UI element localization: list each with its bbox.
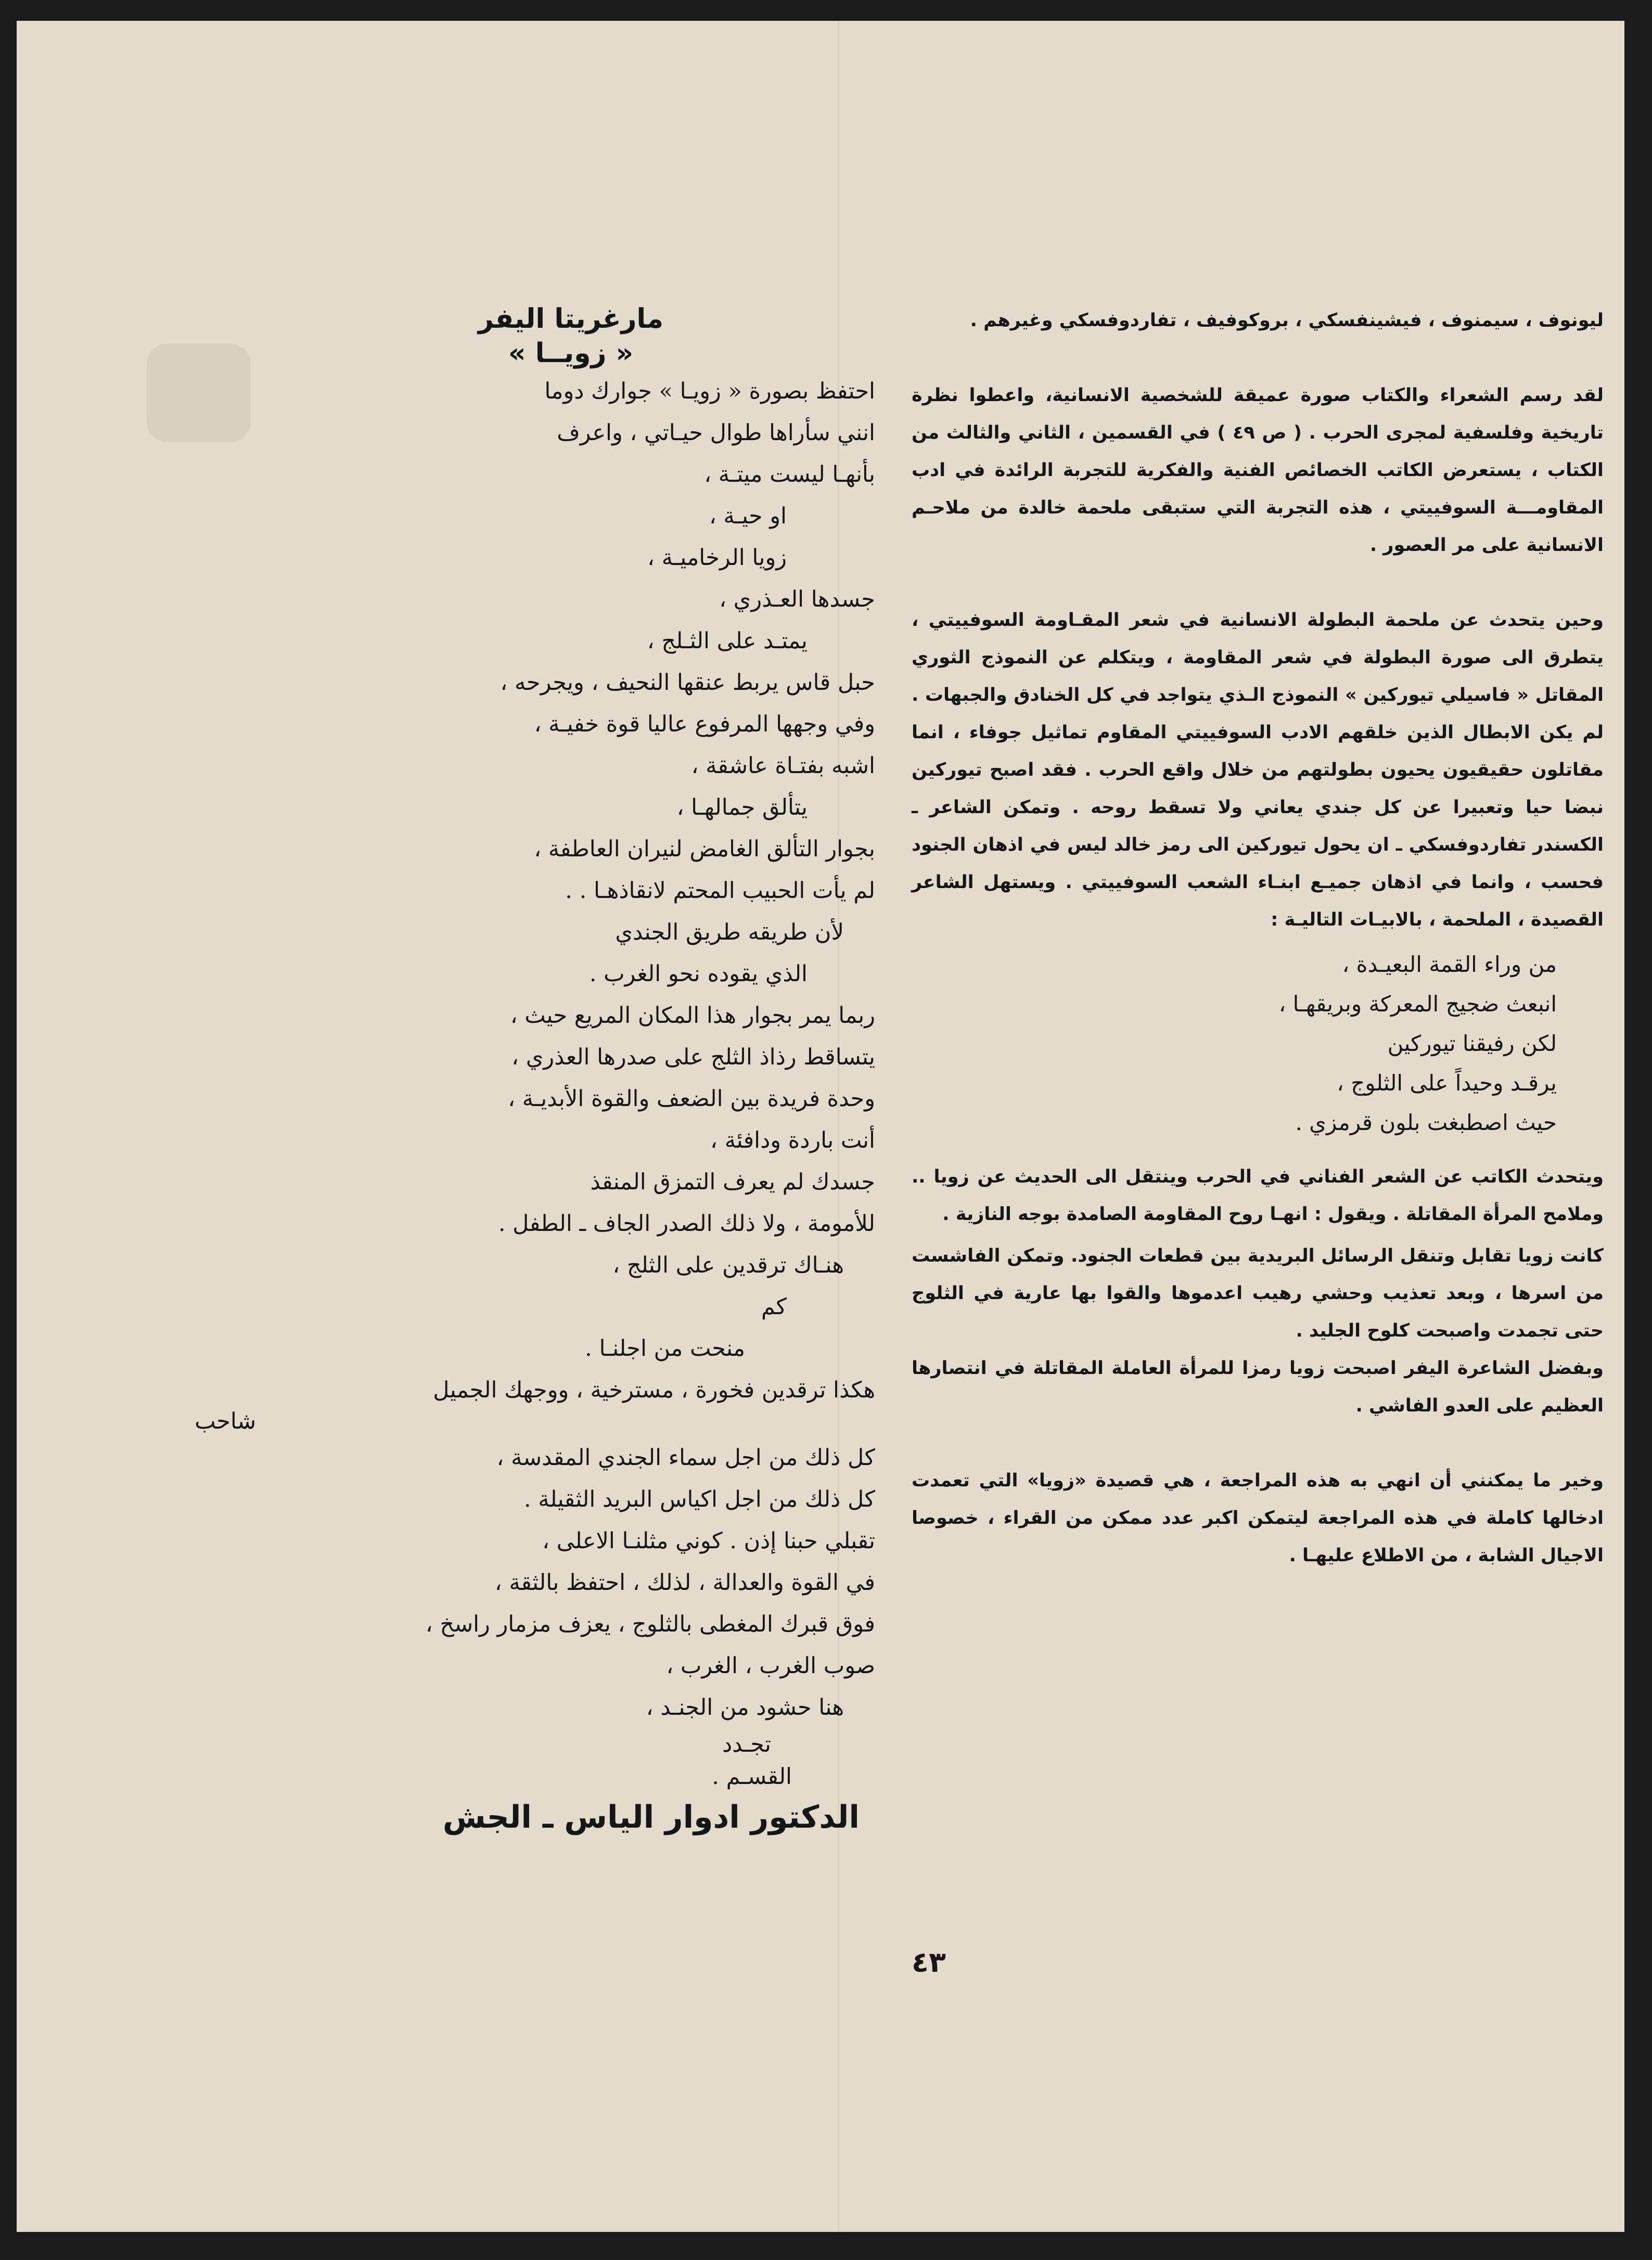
poem-line: يمتـد على الثـلج ، <box>647 628 808 654</box>
poem-line: انني سأراها طوال حيـاتي ، واعرف <box>557 420 875 446</box>
tiorkin-quote <box>912 945 1557 1142</box>
poem-line: تجـدد <box>722 1731 771 1757</box>
poem-line: هكذا ترقدين فخورة ، مسترخية ، ووجهك الجميل <box>433 1377 875 1403</box>
poem-line: لأن طريقه طريق الجندي <box>615 919 844 945</box>
review-paragraph: ليونوف ، سيمنوف ، فيشينفسكي ، بروكوفيف ، تفاردوفسكي وغيرهم . <box>970 310 1604 331</box>
poem-body <box>173 370 875 1793</box>
poem-line: حبل قاس يربط عنقها النحيف ، ويجرحه ، <box>500 670 875 696</box>
poem-title: « زويــا » <box>508 338 634 369</box>
poem-line: لم يأت الحبيب المحتم لانقاذهـا . . <box>565 878 875 904</box>
quote-line: انبعث ضجيج المعركة وبريقهـا ، <box>1278 991 1557 1017</box>
poem-line: منحت من اجلنـا . <box>585 1336 745 1362</box>
poem-line: ربما يمر بجوار هذا المكان المريع حيث ، <box>510 1003 875 1029</box>
poem-line: كل ذلك من اجل اكياس البريد الثقيلة . <box>523 1486 875 1512</box>
poem-line: هنـاك ترقدين على الثلج ، <box>612 1252 844 1278</box>
review-paragraph: وخير ما يمكنني أن انهي به هذه المراجعة ، هي قصيدة «زويا» التي تعمدت ادخالها كاملة في هذه المراجعة ليتمكن اكبر عدد ممكن من القراء ، خصوصا الاجيال الشابة ، من الاطلاع عليهـا . <box>912 1470 1604 1566</box>
poem-line: زويا الرخاميـة ، <box>647 545 787 571</box>
review-paragraph: وحين يتحدث عن ملحمة البطولة الانسانية في شعر المقـاومة السوفييتي ، يتطرق الى صورة البطولة في شعر المقاومة ، ويتكلم عن النموذج الثوري المقاتل « فاسيلي تيوركين » النموذج الـذي يتواجد في كل الخنادق والجبهات . لم يكن الابطال الذين خلقهم الادب السوفييتي المقاوم تماثيل جوفاء ، انما مقاتلون حقيقيون يحيون بطولتهم من خلال واقع الحرب . فقد اصبح تيوركين نبضا حيا وتعبيرا عن كل جندي يعاني ولا تسقط روحه . وتمكن الشاعر ـ الكسندر تفاردوفسكي ـ ان يحول تيوركين الى رمز خالد ليس في اذهان الجنود فحسب ، وانما في اذهان جميـع ابنـاء الشعب السوفييتي . ويستهل الشاعر القصيدة ، الملحمة ، بالابيـات التاليـة : <box>912 610 1604 930</box>
page-number: ٤٣ <box>912 1946 946 1979</box>
poem-column <box>173 302 875 1841</box>
poem-line: احتفظ بصورة « زويـا » جوارك دوما <box>544 378 875 404</box>
poem-line: شاحب <box>195 1408 256 1434</box>
poem-line: كل ذلك من اجل سماء الجندي المقدسة ، <box>496 1445 875 1471</box>
poem-line: هنا حشود من الجنـد ، <box>646 1694 844 1720</box>
quote-line: من وراء القمة البعيـدة ، <box>1342 952 1557 977</box>
quote-line: يرقـد وحيداً على الثلوج ، <box>1337 1070 1557 1096</box>
review-column <box>912 302 1604 1612</box>
review-paragraph: ويتحدث الكاتب عن الشعر الفناني في الحرب وينتقل الى الحديث عن زويا .. وملامح المرأة المقاتلة . ويقول : انهـا روح المقاومة الصامدة بوجه النازية . <box>912 1166 1604 1225</box>
translator-signature: الدكتور ادوار الياس ـ الجش <box>442 1799 860 1835</box>
poem-line: بجوار التألق الغامض لنيران العاطفة ، <box>534 836 875 862</box>
quote-line: حيث اصطبغت بلون قرمزي . <box>1295 1110 1557 1135</box>
poem-line: او حيـة ، <box>709 503 787 529</box>
poem-line: وحدة فريدة بين الضعف والقوة الأبديـة ، <box>508 1086 875 1112</box>
poem-line: الذي يقوده نحو الغرب . <box>589 961 808 987</box>
poem-line: يتألق جمالهـا ، <box>676 794 808 820</box>
poem-line: تقبلي حبنا إذن . كوني مثلنـا الاعلى ، <box>542 1528 875 1554</box>
poem-line: كم <box>761 1294 787 1320</box>
quote-line: لكن رفيقنا تيوركين <box>1387 1031 1557 1056</box>
poem-line: فوق قبرك المغطى بالثلوج ، يعزف مزمار راسخ ، <box>425 1611 875 1637</box>
poem-line: وفي وجهها المرفوع عاليا قوة خفيـة ، <box>534 711 875 737</box>
poem-line: بأنهـا ليست ميتـة ، <box>704 461 875 487</box>
poem-line: للأمومة ، ولا ذلك الصدر الجاف ـ الطفل . <box>498 1211 875 1237</box>
poem-line: القسـم . <box>712 1764 792 1790</box>
magazine-page <box>17 21 1624 2232</box>
poem-line: في القوة والعدالة ، لذلك ، احتفظ بالثقة ، <box>494 1570 875 1596</box>
poem-line: جسدها العـذري ، <box>719 586 875 612</box>
review-paragraph: وبفضل الشاعرة اليفر اصبحت زويا رمزا للمرأة العاملة المقاتلة في انتصارها العظيم على العدو الفاشي . <box>912 1358 1604 1416</box>
poem-line: صوب الغرب ، الغرب ، <box>666 1653 875 1679</box>
review-paragraph: كانت زويا تقابل وتنقل الرسائل البريدية بين قطعات الجنود. وتمكن الفاشست من اسرها ، وبعد تعذيب وحشي رهيب اعدموها والقوا بها عارية في الثلوج حتى تجمدت واصبحت كلوح الجليد . <box>912 1245 1604 1341</box>
poem-line: اشبه بفتـاة عاشقة ، <box>691 753 875 779</box>
poem-line: يتساقط رذاذ الثلج على صدرها العذري ، <box>511 1044 875 1070</box>
poem-line: جسدك لم يعرف التمزق المنقذ <box>590 1169 875 1195</box>
poem-author: مارغريتا اليفر <box>478 303 664 335</box>
poem-line: أنت باردة ودافئة ، <box>710 1127 875 1153</box>
review-paragraph: لقد رسم الشعراء والكتاب صورة عميقة للشخصية الانسانية، واعطوا نظرة تاريخية وفلسفية لمجرى الحرب . ( ص ٤٩ ) في القسمين ، الثاني والثالث من الكتاب ، يستعرض الكاتب الخصائص الفنية والفكرية للتجربة الرائدة في ادب المقاومـــة السوفييتي ، هذه التجربة التي ستبقى ملحمة خالدة من ملاحـم الانسانية على مر العصور . <box>912 385 1604 556</box>
